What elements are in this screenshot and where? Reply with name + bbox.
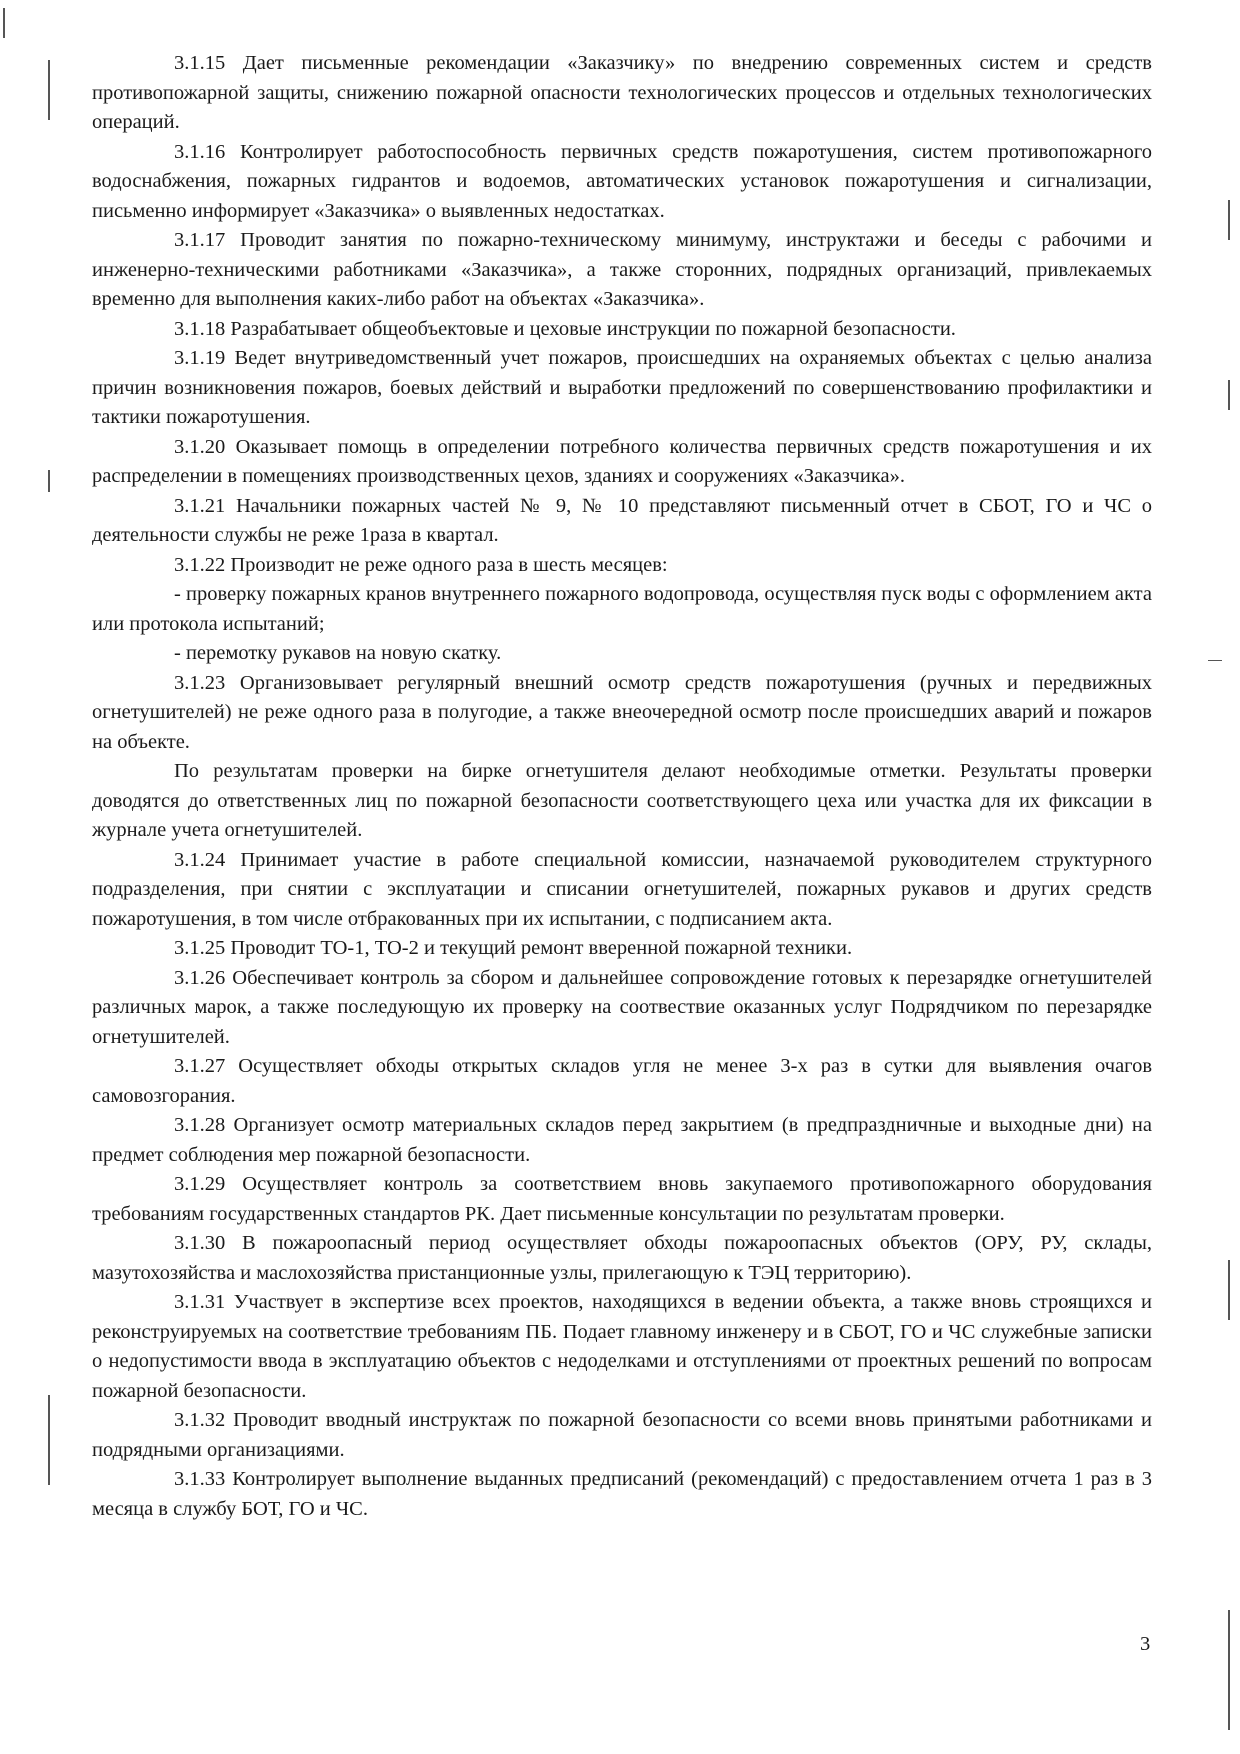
- paragraph-3-1-21: 3.1.21 Начальники пожарных частей № 9, № 10 представляют письменный отчет в СБОТ, ГО и ЧС о деятельности службы не реже 1раза в квартал.: [92, 494, 1152, 546]
- paragraph-3-1-27: 3.1.27 Осуществляет обходы открытых складов угля не менее 3-х раз в сутки для выявления очагов самовозгорания.: [92, 1055, 1152, 1107]
- document-body: [92, 49, 1152, 1524]
- scan-mark: [48, 60, 50, 120]
- paragraph-3-1-23-results: По результатам проверки на бирке огнетушителя делают необходимые отметки. Результаты проверки доводятся до ответственных лиц по пожарной безопасности соответствующего цеха или участка для их фиксации в журнале учета огнетушителей.: [92, 760, 1152, 841]
- paragraph-3-1-24: 3.1.24 Принимает участие в работе специальной комиссии, назначаемой руководителем структурного подразделения, при снятии с эксплуатации и списании огнетушителей, пожарных рукавов и других средств пожаротушения, в том числе отбракованных при их испытании, с подписанием акта.: [92, 848, 1152, 930]
- page-number: 3: [1140, 1633, 1151, 1655]
- scan-mark: [1228, 380, 1230, 410]
- scan-mark: [48, 470, 50, 492]
- paragraph-3-1-25: 3.1.25 Проводит ТО-1, ТО-2 и текущий ремонт вверенной пожарной техники.: [174, 937, 853, 959]
- paragraph-3-1-28: 3.1.28 Организует осмотр материальных складов перед закрытием (в предпраздничные и выходные дни) на предмет соблюдения мер пожарной безопасности.: [92, 1114, 1152, 1166]
- paragraph-3-1-17: 3.1.17 Проводит занятия по пожарно-техническому минимуму, инструктажи и беседы с рабочими и инженерно-техническими работниками «Заказчика», а также сторонних, подрядных организаций, привлекаемых временно для выполнения каких-либо работ на объектах «Заказчика».: [92, 229, 1152, 310]
- paragraph-3-1-22: 3.1.22 Производит не реже одного раза в шесть месяцев:: [174, 553, 668, 576]
- scan-mark: [1228, 1610, 1230, 1730]
- scan-mark: [1228, 1260, 1230, 1320]
- paragraph-3-1-30: 3.1.30 В пожароопасный период осуществляет обходы пожароопасных объектов (ОРУ, РУ, склады, мазутохозяйства и маслохозяйства пристанционные узлы, прилегающую к ТЭЦ территорию).: [92, 1232, 1152, 1284]
- paragraph-3-1-15: 3.1.15 Дает письменные рекомендации «Заказчику» по внедрению современных систем и средств противопожарной защиты, снижению пожарной опасности технологических процессов и отдельных технологических операций.: [92, 52, 1152, 133]
- scan-mark: [48, 1395, 50, 1485]
- paragraph-3-1-22-item-a: - проверку пожарных кранов внутреннего пожарного водопровода, осуществляя пуск воды с оформлением акта или протокола испытаний;: [92, 583, 1152, 635]
- paragraph-3-1-32: 3.1.32 Проводит вводный инструктаж по пожарной безопасности со всеми вновь принятыми работниками и подрядными организациями.: [92, 1409, 1152, 1461]
- paragraph-3-1-26: 3.1.26 Обеспечивает контроль за сбором и дальнейшее сопровождение готовых к перезарядке огнетушителей различных марок, а также последующую их проверку на соотвествие оказанных услуг Подрядчиком по перезарядке огнетушителей.: [92, 966, 1152, 1048]
- scan-mark: [1228, 200, 1230, 240]
- paragraph-3-1-16: 3.1.16 Контролирует работоспособность первичных средств пожаротушения, систем противопожарного водоснабжения, пожарных гидрантов и водоемов, автоматических установок пожаротушения и сигнализации, письменно информирует «Заказчика» о выявленных недостатках.: [92, 140, 1152, 222]
- scan-mark: [1208, 660, 1222, 661]
- paragraph-3-1-33: 3.1.33 Контролирует выполнение выданных предписаний (рекомендаций) с предоставлением отчета 1 раз в 3 месяца в службу БОТ, ГО и ЧС.: [92, 1468, 1152, 1520]
- paragraph-3-1-18: 3.1.18 Разрабатывает общеобъектовые и цеховые инструкции по пожарной безопасности.: [174, 317, 956, 340]
- paragraph-3-1-31: 3.1.31 Участвует в экспертизе всех проектов, находящихся в ведении объекта, а также вновь строящихся и реконструируемых на соответствие требованиям ПБ. Подает главному инженеру и в СБОТ, ГО и ЧС служебные записки о недопустимости ввода в эксплуатацию объектов с недоделками и отступлениями от проектных решений по вопросам пожарной безопасности.: [92, 1291, 1152, 1402]
- paragraph-3-1-29: 3.1.29 Осуществляет контроль за соответствием вновь закупаемого противопожарного оборудования требованиям государственных стандартов РК. Дает письменные консультации по результатам проверки.: [92, 1173, 1152, 1225]
- paragraph-3-1-22-item-b: - перемотку рукавов на новую скатку.: [174, 642, 502, 664]
- scan-mark: [3, 8, 5, 38]
- paragraph-3-1-19: 3.1.19 Ведет внутриведомственный учет пожаров, происшедших на охраняемых объектах с целью анализа причин возникновения пожаров, боевых действий и выработки предложений по совершенствованию профилактики и тактики пожаротушения.: [92, 347, 1152, 428]
- paragraph-3-1-23: 3.1.23 Организовывает регулярный внешний осмотр средств пожаротушения (ручных и передвижных огнетушителей) не реже одного раза в полугодие, а также внеочередной осмотр после происшедших аварий и пожаров на объекте.: [92, 671, 1152, 753]
- paragraph-3-1-20: 3.1.20 Оказывает помощь в определении потребного количества первичных средств пожаротушения и их распределении в помещениях производственных цехов, зданиях и сооружениях «Заказчика».: [92, 435, 1152, 487]
